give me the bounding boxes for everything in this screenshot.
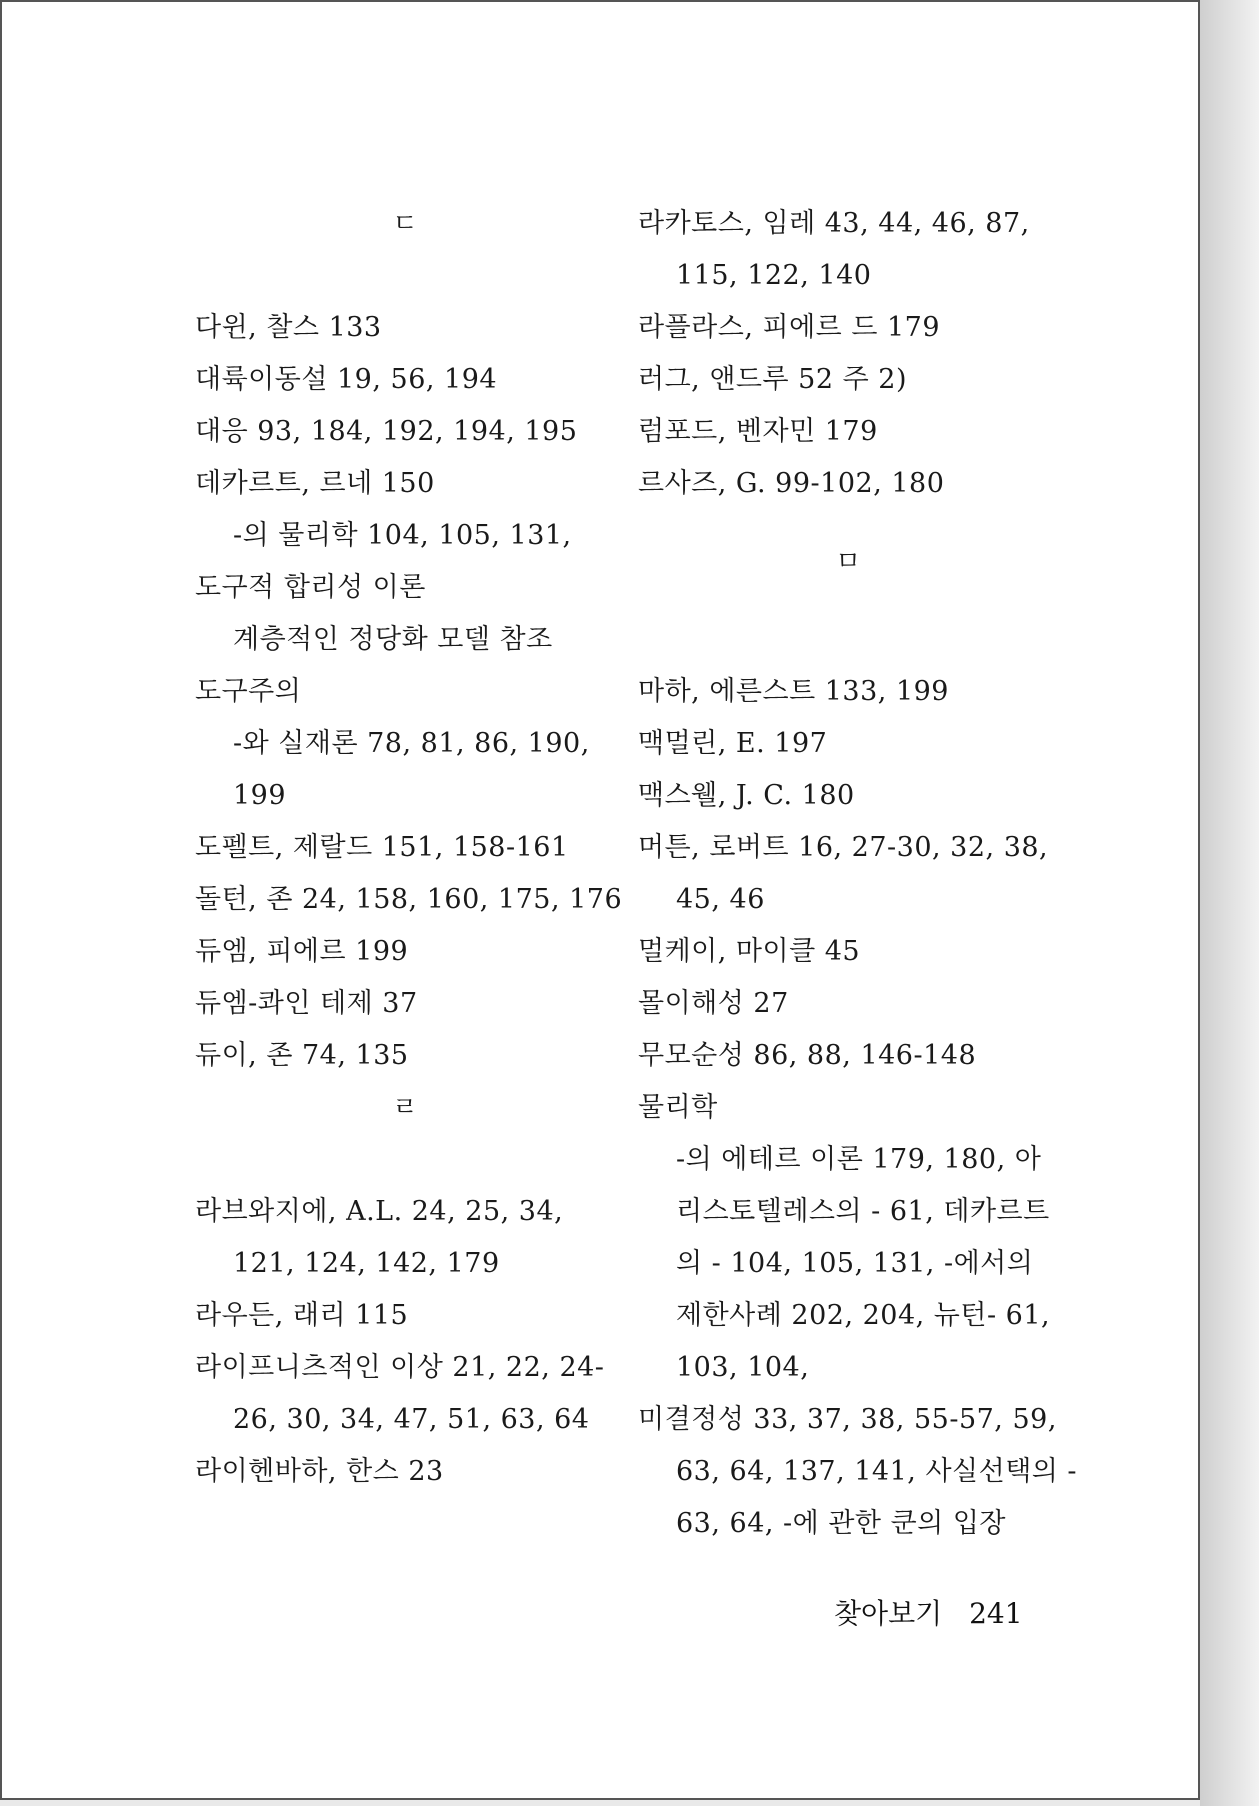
- index-entry: 돌턴, 존 24, 158, 160, 175, 176: [195, 884, 623, 915]
- section-heading-m: ㅁ: [835, 547, 861, 577]
- index-entry: 몰이해성 27: [638, 988, 789, 1019]
- index-entry: 199: [233, 780, 287, 811]
- index-entry: 라브와지에, A.L. 24, 25, 34,: [195, 1196, 564, 1227]
- index-entry: 라카토스, 임레 43, 44, 46, 87,: [638, 208, 1030, 239]
- index-entry: 다윈, 찰스 133: [195, 312, 382, 343]
- index-entry: 103, 104,: [676, 1352, 810, 1383]
- entries-r-continued: [638, 198, 1058, 510]
- index-entry: 맥스웰, J. C. 180: [638, 780, 855, 811]
- index-entry: 계층적인 정당화 모델 참조: [233, 624, 553, 655]
- section-heading-d: ㄷ: [392, 209, 418, 239]
- viewer-edge: [1200, 0, 1259, 1806]
- index-entry: 르사즈, G. 99-102, 180: [638, 468, 945, 499]
- index-entry: 맥멀린, E. 197: [638, 728, 828, 759]
- index-entry: 도펠트, 제랄드 151, 158-161: [195, 832, 569, 863]
- index-entry: 대응 93, 184, 192, 194, 195: [195, 416, 578, 447]
- index-entry: 라플라스, 피에르 드 179: [638, 312, 941, 343]
- index-entry: 라우든, 래리 115: [195, 1300, 409, 1331]
- index-entry: 물리학: [638, 1092, 718, 1123]
- index-entry: 121, 124, 142, 179: [233, 1248, 500, 1279]
- index-entry: 러그, 앤드루 52 주 2): [638, 364, 907, 395]
- index-entry: 대륙이동설 19, 56, 194: [195, 364, 498, 395]
- index-entry: 의 - 104, 105, 131, -에서의: [676, 1248, 1034, 1279]
- index-entry: 데카르트, 르네 150: [195, 468, 435, 499]
- index-entry: 미결정성 33, 37, 38, 55-57, 59,: [638, 1404, 1057, 1435]
- index-entry: 듀엠, 피에르 199: [195, 936, 409, 967]
- index-entry: 리스토텔레스의 - 61, 데카르트: [676, 1196, 1050, 1227]
- index-entry: -와 실재론 78, 81, 86, 190,: [233, 728, 590, 759]
- right-column: [638, 198, 1078, 1550]
- index-entry: 도구주의: [195, 676, 302, 707]
- index-entry: 마하, 에른스트 133, 199: [638, 676, 949, 707]
- index-entry: 제한사례 202, 204, 뉴턴- 61,: [676, 1300, 1051, 1331]
- index-entry: 무모순성 86, 88, 146-148: [638, 1040, 977, 1071]
- section-heading-r: ㄹ: [392, 1093, 418, 1123]
- index-entry: -의 물리학 104, 105, 131,: [233, 520, 572, 551]
- index-entry: 45, 46: [676, 884, 765, 915]
- index-entry: 듀이, 존 74, 135: [195, 1040, 409, 1071]
- index-entry: 럼포드, 벤자민 179: [638, 416, 878, 447]
- index-entry: 26, 30, 34, 47, 51, 63, 64: [233, 1404, 590, 1435]
- index-entry: 듀엠-콰인 테제 37: [195, 988, 418, 1019]
- index-entry: -의 에테르 이론 179, 180, 아: [676, 1144, 1042, 1175]
- index-entry: 63, 64, 137, 141, 사실선택의 -: [676, 1456, 1078, 1487]
- entries-r: [195, 1186, 615, 1498]
- index-entry: 라이헨바하, 한스 23: [195, 1456, 444, 1487]
- index-entry: 멀케이, 마이클 45: [638, 936, 861, 967]
- index-entry: 도구적 합리성 이론: [195, 572, 426, 603]
- index-entry: 머튼, 로버트 16, 27-30, 32, 38,: [638, 832, 1049, 863]
- page-footer: [834, 1592, 1041, 1632]
- index-entry: 라이프니츠적인 이상 21, 22, 24-: [195, 1352, 605, 1383]
- entries-d: [195, 302, 623, 1082]
- left-column: [195, 198, 623, 1498]
- index-entry: 63, 64, -에 관한 쿤의 입장: [676, 1508, 1006, 1539]
- page-number: 241: [969, 1597, 1023, 1630]
- entries-m: [638, 666, 1078, 1550]
- index-entry: 115, 122, 140: [676, 260, 872, 291]
- footer-section-label: 찾아보기: [834, 1597, 943, 1630]
